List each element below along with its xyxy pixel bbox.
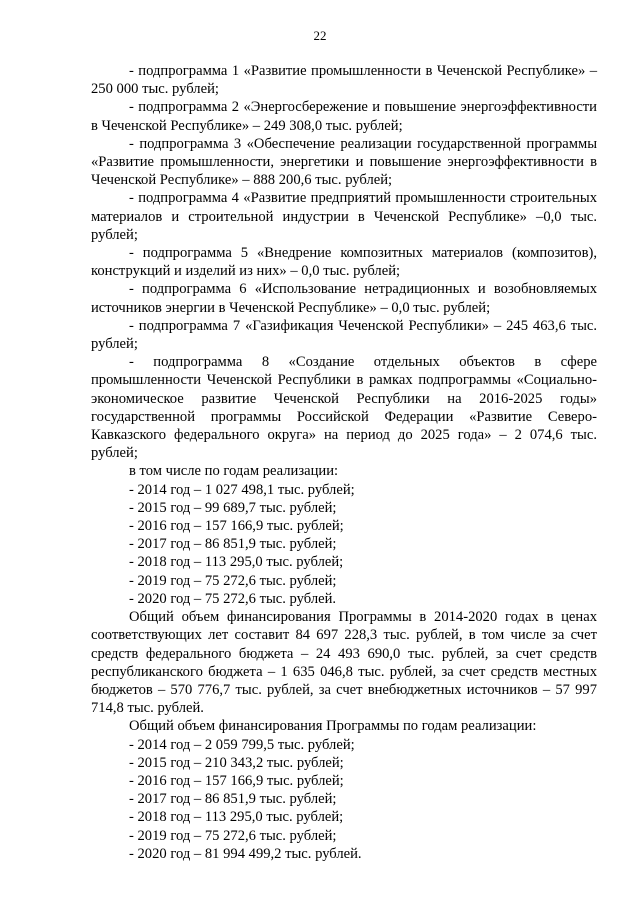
document-body <box>91 62 597 863</box>
year-item: - 2017 год – 86 851,9 тыс. рублей; <box>129 536 337 553</box>
subprogram-3: - подпрограмма 3 «Обеспечение реализации государственной программы «Развитие промышленности, энергетики и повышение энергоэффективности в Чеченской Республике» – 888 200,6 тыс. рублей; <box>91 135 597 189</box>
year-item: - 2016 год – 157 166,9 тыс. рублей; <box>129 772 344 789</box>
subprogram-6: - подпрограмма 6 «Использование нетрадиционных и возобновляемых источников энергии в Чеченской Республике» – 0,0 тыс. рублей; <box>91 281 597 316</box>
subprogram-5: - подпрограмма 5 «Внедрение композитных материалов (композитов), конструкций и изделий из них» – 0,0 тыс. рублей; <box>91 245 597 280</box>
subprogram-1: - подпрограмма 1 «Развитие промышленности в Чеченской Республике» – 250 000 тыс. рублей; <box>91 63 597 98</box>
year-item: - 2019 год – 75 272,6 тыс. рублей; <box>129 827 337 844</box>
year-item: - 2017 год – 86 851,9 тыс. рублей; <box>129 791 337 808</box>
year-item: - 2019 год – 75 272,6 тыс. рублей; <box>129 572 337 589</box>
subprogram-7: - подпрограмма 7 «Газификация Чеченской Республики» – 245 463,6 тыс. рублей; <box>91 317 597 353</box>
page-number: 22 <box>313 28 327 43</box>
year-item: - 2015 год – 210 343,2 тыс. рублей; <box>129 754 344 771</box>
by-years-heading: Общий объем финансирования Программы по годам реализации: <box>129 718 537 735</box>
years-intro: в том числе по годам реализации: <box>129 463 339 480</box>
year-item: - 2020 год – 81 994 499,2 тыс. рублей. <box>129 845 362 862</box>
year-item: - 2014 год – 2 059 799,5 тыс. рублей; <box>129 736 355 753</box>
year-item: - 2016 год – 157 166,9 тыс. рублей; <box>129 518 344 535</box>
year-item: - 2018 год – 113 295,0 тыс. рублей; <box>129 809 344 826</box>
subprogram-4: - подпрограмма 4 «Развитие предприятий промышленности строительных материалов и строительной индустрии в Чеченской Республике» –0,0 тыс. рублей; <box>91 190 597 243</box>
year-item: - 2018 год – 113 295,0 тыс. рублей; <box>129 554 344 571</box>
subprogram-2: - подпрограмма 2 «Энергосбережение и повышение энергоэффективности в Чеченской Республике» – 249 308,0 тыс. рублей; <box>91 99 597 134</box>
year-item: - 2020 год – 75 272,6 тыс. рублей. <box>129 590 337 607</box>
year-item: - 2014 год – 1 027 498,1 тыс. рублей; <box>129 481 355 498</box>
subprogram-8: - подпрограмма 8 «Создание отдельных объектов в сфере промышленности Чеченской Республики в рамках подпрограммы «Социально-экономическое развитие Чеченской Республики на 2016-2025 годы» государственной программы Российской Федерации «Развитие Северо-Кавказского федерального округа» на период до 2025 года» – 2 074,6 тыс. рублей; <box>91 354 597 462</box>
year-item: - 2015 год – 99 689,7 тыс. рублей; <box>129 499 337 516</box>
total-financing-paragraph: Общий объем финансирования Программы в 2014-2020 годах в ценах соответствующих лет составит 84 697 228,3 тыс. рублей, в том числе за счет средств федерального бюджета – 24 493 690,0 тыс. рублей, за счет средств республиканского бюджета – 1 635 046,8 тыс. рублей, за счет средств местных бюджетов – 570 776,7 тыс. рублей, за счет внебюджетных источников – 57 997 714,8 тыс. рублей. <box>91 609 597 717</box>
